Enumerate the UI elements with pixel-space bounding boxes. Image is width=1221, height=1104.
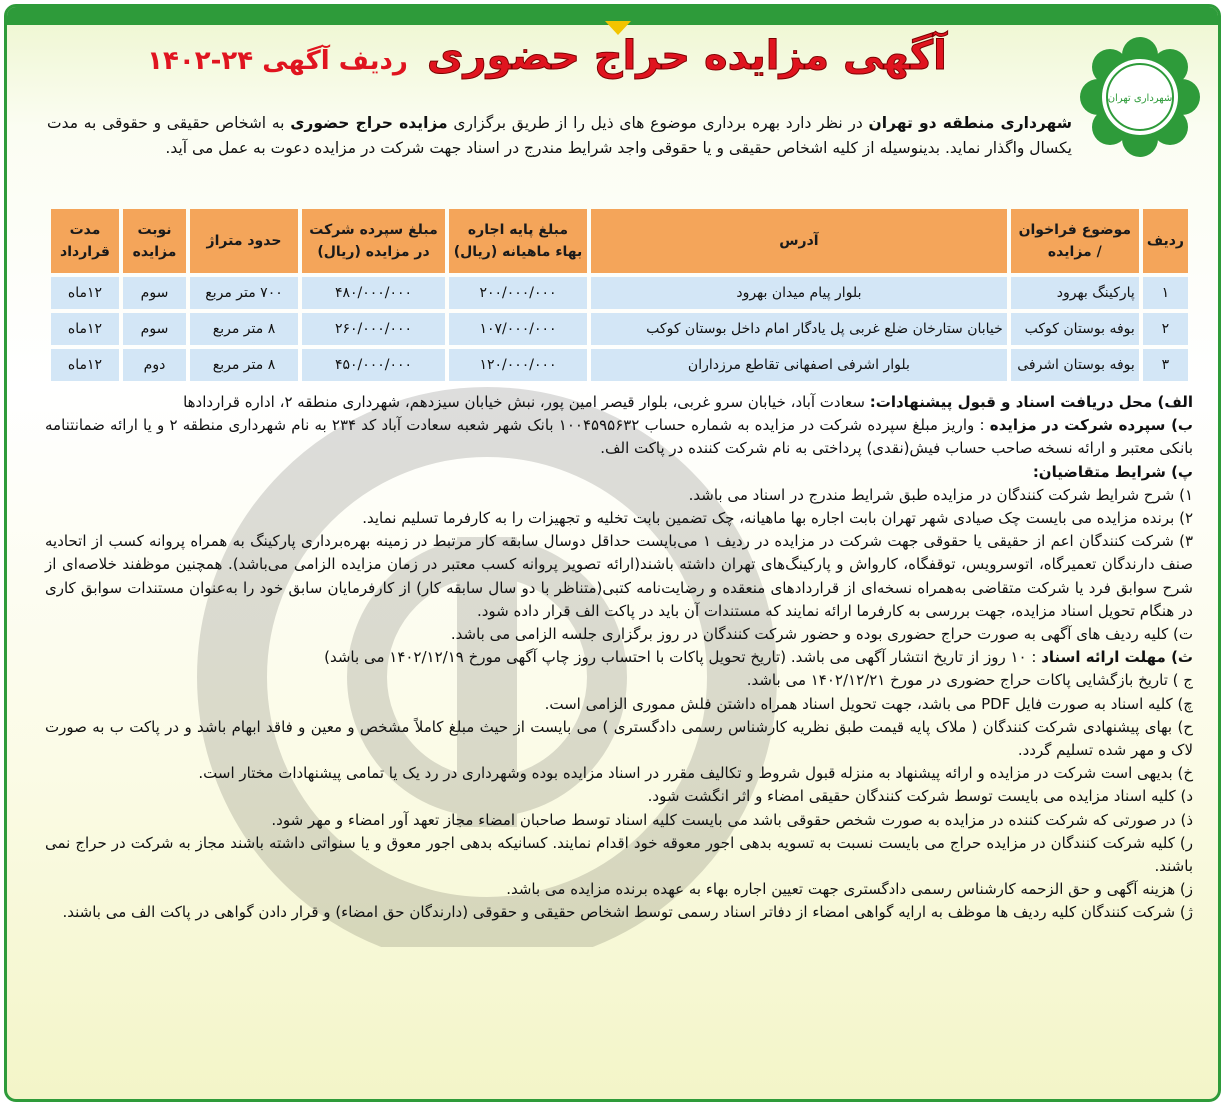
header-deposit: مبلغ سپرده شرکت در مزایده (ریال) xyxy=(302,209,445,273)
auction-items-table xyxy=(47,205,1192,385)
cell-row-no: ۱ xyxy=(1143,277,1188,309)
cell-subject: پارکینگ بهرود xyxy=(1011,277,1139,309)
title-row-number: ردیف آگهی ۲۴-۱۴۰۲ xyxy=(147,46,408,76)
cell-term: ۱۲ماه xyxy=(51,349,119,381)
section-dal: د) کلیه اسناد مزایده می بایست توسط شرکت کنندگان حقیقی امضاء و اثر انگشت شود. xyxy=(647,787,1193,806)
cell-deposit: ۴۸۰/۰۰۰/۰۰۰ xyxy=(302,277,445,309)
header-area: حدود متراژ xyxy=(190,209,298,273)
terms-body xyxy=(45,391,1193,925)
section-pe-heading: پ) شرایط متقاضیان: xyxy=(1032,462,1193,481)
cell-base-rent: ۱۰۷/۰۰۰/۰۰۰ xyxy=(449,313,587,345)
cell-area: ۸ متر مربع xyxy=(190,313,298,345)
header-address: آدرس xyxy=(591,209,1007,273)
cell-address: خیابان ستارخان ضلع غربی پل یادگار امام داخل بوستان کوکب xyxy=(591,313,1007,345)
table-row xyxy=(51,313,1188,345)
section-alef: الف) محل دریافت اسناد و قبول پیشنهادات: سعادت آباد، خیابان سرو غربی، بلوار قیصر امین پور، نبش خیابان سیزدهم، شهرداری منطقه ۲، اداره قراردادها xyxy=(183,393,1193,411)
cell-area: ۷۰۰ متر مربع xyxy=(190,277,298,309)
cell-round: سوم xyxy=(123,313,186,345)
section-be: ب) سپرده شرکت در مزایده : واریز مبلغ سپرده شرکت در مزایده به شماره حساب ۱۰۰۴۵۹۵۶۳۲ بانک شهر شعبه سعادت آباد کد ۲۳۴ به نام شهرداری منطقه ۲ و یا ارائه ضمانتنامه بانکی معتبر و ارائه نسخه صاحب حساب فیش(نقدی) پرداختی به نام شرکت کننده در پاکت الف. xyxy=(45,416,1193,458)
section-he: ح) بهای پیشنهادی شرکت کنندگان ( ملاک پایه قیمت طبق نظریه کارشناس رسمی دادگستری ) می بایست از حیث مبلغ کاملاً مشخص و معین و فاقد ابهام باشد و در پاکت ب به صورت لاک و مهر شده تسلیم گردد. xyxy=(45,717,1193,760)
section-te: ت) کلیه ردیف های آگهی به صورت حراج حضوری بوده و حضور شرکت کنندگان در روز برگزاری جلسه الزامی می باشد. xyxy=(450,625,1193,644)
cell-base-rent: ۱۲۰/۰۰۰/۰۰۰ xyxy=(449,349,587,381)
cell-deposit: ۴۵۰/۰۰۰/۰۰۰ xyxy=(302,349,445,381)
cell-deposit: ۲۶۰/۰۰۰/۰۰۰ xyxy=(302,313,445,345)
section-jim: ج ) تاریخ بازگشایی پاکات حراج حضوری در مورخ ۱۴۰۲/۱۲/۲۱ می باشد. xyxy=(746,671,1193,690)
table-row xyxy=(51,349,1188,381)
intro-method: مزایده حراج حضوری xyxy=(290,114,448,132)
ad-frame xyxy=(4,4,1221,1102)
section-khe: خ) بدیهی است شرکت در مزایده و ارائه پیشنهاد به منزله قبول شروط و تکالیف مقرر در اسناد مزایده بوده وشهرداری در رد یک یا تمامی پیشنهادات مختار است. xyxy=(198,764,1193,783)
title-main: آگهی مزایده حراج حضوری xyxy=(426,33,947,79)
cell-area: ۸ متر مربع xyxy=(190,349,298,381)
cell-base-rent: ۲۰۰/۰۰۰/۰۰۰ xyxy=(449,277,587,309)
cell-row-no: ۳ xyxy=(1143,349,1188,381)
section-zal: ذ) در صورتی که شرکت کننده در مزایده به صورت شخص حقوقی باشد می بایست کلیه اسناد توسط صاحبان امضاء مجاز تعهد آور امضاء و مهر شود. xyxy=(271,810,1193,829)
section-zhe: ژ) شرکت کنندگان کلیه ردیف ها موظف به ارایه گواهی امضاء از دفاتر اسناد رسمی توسط اشخاص حقیقی و حقوقی (دارندگان حق امضاء) و قرار دادن گواهی در پاکت الف می باشند. xyxy=(62,903,1193,922)
tehran-municipality-logo xyxy=(1080,37,1200,157)
table-row xyxy=(51,277,1188,309)
table-header-row xyxy=(51,209,1188,273)
section-che: چ) کلیه اسناد به صورت فایل PDF می باشد، جهت تحویل اسناد همراه داشتن فلش مموری الزامی است. xyxy=(544,694,1193,713)
header-subject: موضوع فراخوان / مزایده xyxy=(1011,209,1139,273)
cell-address: بلوار پیام میدان بهرود xyxy=(591,277,1007,309)
intro-paragraph: شهرداری منطقه دو تهران در نظر دارد بهره برداری موضوع های ذیل را از طریق برگزاری مزایده حراج حضوری به اشخاص حقیقی و حقوقی به مدت یکسال واگذار نماید. بدینوسیله از کلیه اشخاص حقیقی و یا حقوقی واجد شرایط مندرج در اسناد جهت شرکت در مزایده دعوت به عمل می آید. xyxy=(47,114,1073,157)
condition-2: ۲) برنده مزایده می بایست چک صیادی شهر تهران بابت اجاره بها ماهیانه، چک تضمین بابت تخلیه و تجهیزات را به کارفرما تسلیم نماید. xyxy=(362,509,1193,528)
header-base-rent: مبلغ پایه اجاره بهاء ماهیانه (ریال) xyxy=(449,209,587,273)
cell-term: ۱۲ماه xyxy=(51,277,119,309)
cell-row-no: ۲ xyxy=(1143,313,1188,345)
ad-title xyxy=(147,33,947,99)
section-ze: ز) هزینه آگهی و حق الزحمه کارشناس رسمی دادگستری جهت تعیین اجاره بهاء به عهده برنده مزایده می باشد. xyxy=(506,880,1193,899)
header-round: نوبت مزایده xyxy=(123,209,186,273)
cell-subject: بوفه بوستان کوکب xyxy=(1011,313,1139,345)
cell-round: دوم xyxy=(123,349,186,381)
header-term: مدت قرارداد xyxy=(51,209,119,273)
intro-org: شهرداری منطقه دو تهران xyxy=(868,114,1073,132)
cell-address: بلوار اشرفی اصفهانی تقاطع مرزداران xyxy=(591,349,1007,381)
condition-3: ۳) شرکت کنندگان اعم از حقیقی یا حقوقی جهت شرکت در مزایده در ردیف ۱ می‌بایست حداقل دوسال سابقه کار مرتبط در زمینه بهره‌برداری پارکینگ به همراه پروانه کسب از اتحادیه صنف دارندگان تعمیرگاه، اتوسرویس، توقفگاه، کارواش و پارکینگ‌های تهران داشته باشند(ارائه تصویر پروانه کسب معتبر در زمان مزایده الزامی می‌باشد). همچنین موظفند خلاصه‌ای از شرح سوابق فرد یا شرکت متقاضی به‌همراه نسخه‌ای از قراردادهای منعقده و رضایت‌نامه کتبی(متناظر با دو سال سابقه کار) از کارفرمایان سابق خود را به‌عنوان مستندات سوابق کاری در هنگام تحویل اسناد مزایده، جهت بررسی به کارفرما ارائه نمایند که مستندات آن باید در پاکت الف قرار داده شود. xyxy=(45,532,1194,620)
cell-term: ۱۲ماه xyxy=(51,313,119,345)
section-re: ر) کلیه شرکت کنندگان در مزایده حراج می بایست نسبت به تسویه بدهی اجور معوقه خود اقدام نمایند. کسانیکه بدهی اجور معوق و یا سنواتی داشته باشند مجاز به شرکت در حراج نمی باشند. xyxy=(45,833,1193,876)
cell-round: سوم xyxy=(123,277,186,309)
condition-1: ۱) شرح شرایط شرکت کنندگان در مزایده طبق شرایط مندرج در اسناد می باشد. xyxy=(688,485,1193,504)
header-row-no: ردیف xyxy=(1143,209,1188,273)
section-se: ث) مهلت ارائه اسناد : ۱۰ روز از تاریخ انتشار آگهی می باشد. (تاریخ تحویل پاکات با احتساب روز چاپ آگهی مورخ ۱۴۰۲/۱۲/۱۹ می باشد) xyxy=(324,648,1193,667)
logo-text: شهرداری تهران xyxy=(1107,93,1173,104)
cell-subject: بوفه بوستان اشرفی xyxy=(1011,349,1139,381)
